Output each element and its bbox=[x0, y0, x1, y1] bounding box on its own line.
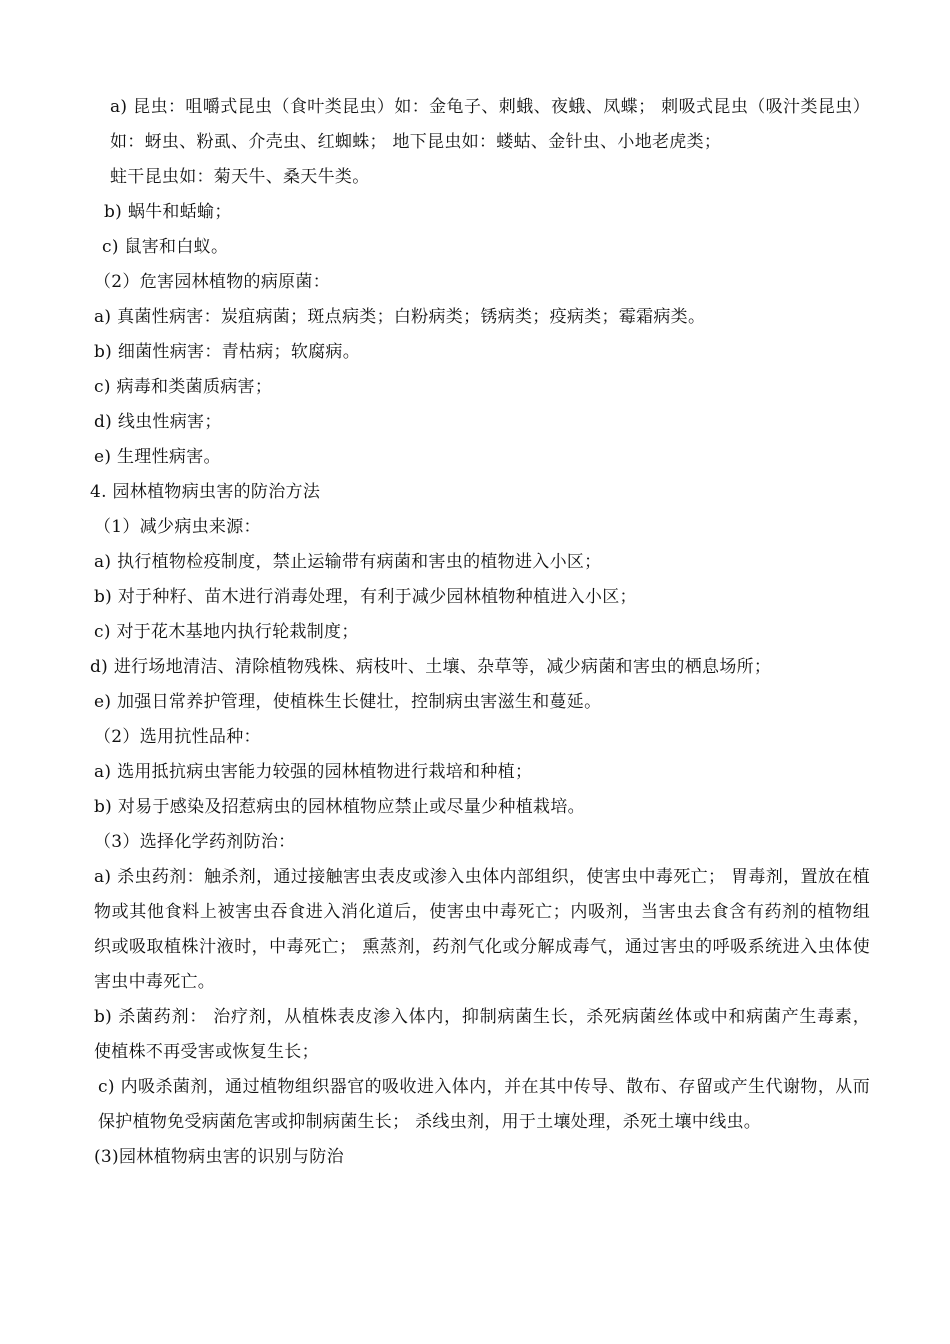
paragraph-maintenance: e) 加强日常养护管理，使植株生长健壮，控制病虫害滋生和蔓延。 bbox=[94, 692, 602, 712]
heading-reduce-sources: （1）减少病虫来源： bbox=[94, 517, 261, 537]
paragraph-cleaning: d) 进行场地清洁、清除植物残株、病枝叶、土壤、杂草等，减少病菌和害虫的栖息场所； bbox=[90, 657, 772, 677]
paragraph-borer-insects: 蛀干昆虫如：菊天牛、桑天牛类。 bbox=[110, 167, 370, 187]
paragraph-fungal: a) 真菌性病害：炭疽病菌；斑点病类；白粉病类；锈病类；疫病类；霉霜病类。 bbox=[94, 307, 706, 327]
paragraph-resistant-plants: a) 选用抵抗病虫害能力较强的园林植物进行栽培和种植； bbox=[94, 762, 533, 782]
paragraph-fungicides: b) 杀菌药剂： 治疗剂，从植株表皮渗入体内，抑制病菌生长，杀死病菌丝体或中和病菌产生毒素， 使植株不再受害或恢复生长； bbox=[94, 1007, 870, 1062]
paragraph-bacterial: b) 细菌性病害：青枯病；软腐病。 bbox=[94, 342, 361, 362]
document-page bbox=[90, 90, 870, 1175]
heading-resistant-varieties: （2）选用抗性品种： bbox=[94, 727, 261, 747]
paragraph-insects: a) 昆虫：咀嚼式昆虫（食叶类昆虫）如：金龟子、刺蛾、夜蛾、凤蝶； 刺吸式昆虫（吸汁类昆虫）如：蚜虫、粉虱、介壳虫、红蜘蛛； 地下昆虫如：蝼蛄、金针虫、小地老虎类； bbox=[110, 97, 870, 152]
paragraph-viral: c) 病毒和类菌质病害； bbox=[94, 377, 273, 397]
paragraph-disinfection: b) 对于种籽、苗木进行消毒处理，有利于减少园林植物种植进入小区； bbox=[94, 587, 637, 607]
paragraph-snails: b) 蜗牛和蛞蝓； bbox=[104, 202, 232, 222]
paragraph-systemic-fungicides: c) 内吸杀菌剂，通过植物组织器官的吸收进入体内，并在其中传导、散布、存留或产生代谢物，从而保护植物免受病菌危害或抑制病菌生长； 杀线虫剂，用于土壤处理，杀死土壤中线虫。 bbox=[98, 1077, 870, 1132]
paragraph-physiological: e) 生理性病害。 bbox=[94, 447, 221, 467]
paragraph-rotation: c) 对于花木基地内执行轮栽制度； bbox=[94, 622, 359, 642]
paragraph-nematode: d) 线虫性病害； bbox=[94, 412, 222, 432]
paragraph-rodents: c) 鼠害和白蚁。 bbox=[102, 237, 229, 257]
section-heading-control-methods: 4. 园林植物病虫害的防治方法 bbox=[90, 482, 321, 502]
paragraph-quarantine: a) 执行植物检疫制度，禁止运输带有病菌和害虫的植物进入小区； bbox=[94, 552, 602, 572]
paragraph-avoid-susceptible: b) 对易于感染及招惹病虫的园林植物应禁止或尽量少种植栽培。 bbox=[94, 797, 585, 817]
paragraph-insecticides: a) 杀虫药剂：触杀剂，通过接触害虫表皮或渗入虫体内部组织，使害虫中毒死亡； 胃毒剂，置放在植物或其他食料上被害虫吞食进入消化道后，使害虫中毒死亡；内吸剂，当害虫去食含有药剂的植物组织或吸取植株汁液时，中毒死亡； 熏蒸剂，药剂气化或分解成毒气，通过害虫的呼吸系统进入虫体使害虫中毒死亡。 bbox=[94, 867, 870, 992]
heading-pathogens: （2）危害园林植物的病原菌： bbox=[94, 272, 331, 292]
heading-identification: (3)园林植物病虫害的识别与防治 bbox=[94, 1147, 344, 1167]
heading-chemical-control: （3）选择化学药剂防治： bbox=[94, 832, 296, 852]
